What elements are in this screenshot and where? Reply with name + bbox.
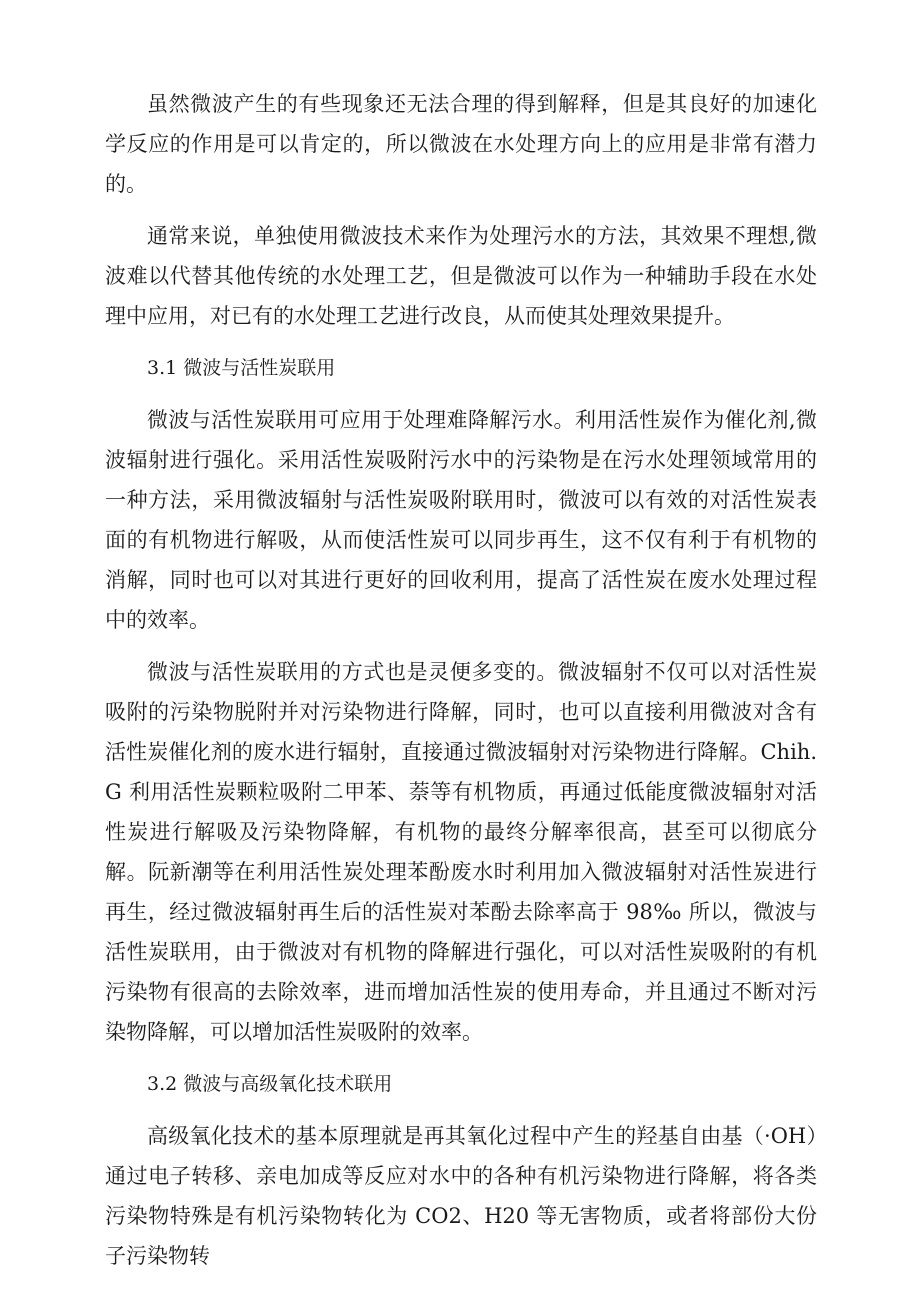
section-heading-3-2: 3.2 微波与高级氧化技术联用 — [147, 1073, 393, 1095]
paragraph-5: 高级氧化技术的基本原理就是再其氧化过程中产生的羟基自由基（·OH）通过电子转移、亲电加成等反应对水中的各种有机污染物进行降解，将各类污染物特殊是有机污染物转化为 CO2、H20 等无害物质，或者将部份大份子污染物转 — [105, 1124, 817, 1268]
paragraph-2: 通常来说，单独使用微波技术来作为处理污水的方法，其效果不理想,微波难以代替其他传统的水处理工艺，但是微波可以作为一种辅助手段在水处理中应用，对已有的水处理工艺进行改良，从而使其处理效果提升。 — [105, 224, 817, 328]
paragraph-1: 虽然微波产生的有些现象还无法合理的得到解释，但是其良好的加速化学反应的作用是可以肯定的，所以微波在水处理方向上的应用是非常有潜力的。 — [105, 92, 817, 196]
paragraph-4: 微波与活性炭联用的方式也是灵便多变的。微波辐射不仅可以对活性炭吸附的污染物脱附并对污染物进行降解，同时，也可以直接利用微波对含有活性炭催化剂的废水进行辐射，直接通过微波辐射对污染物进行降解。Chih.G 利用活性炭颗粒吸附二甲苯、萘等有机物质，再通过低能度微波辐射对活性炭进行解吸及污染物降解，有机物的最终分解率很高，甚至可以彻底分解。阮新潮等在利用活性炭处理苯酚废水时利用加入微波辐射对活性炭进行再生，经过微波辐射再生后的活性炭对苯酚去除率高于 98‰ 所以，微波与活性炭联用，由于微波对有机物的降解进行强化，可以对活性炭吸附的有机污染物有很高的去除效率，进而增加活性炭的使用寿命，并且通过不断对污染物降解，可以增加活性炭吸附的效率。 — [105, 660, 817, 1044]
paragraph-3: 微波与活性炭联用可应用于处理难降解污水。利用活性炭作为催化剂,微波辐射进行强化。采用活性炭吸附污水中的污染物是在污水处理领域常用的一种方法，采用微波辐射与活性炭吸附联用时，微波可以有效的对活性炭表面的有机物进行解吸，从而使活性炭可以同步再生，这不仅有利于有机物的消解，同时也可以对其进行更好的回收利用，提高了活性炭在废水处理过程中的效率。 — [105, 408, 817, 632]
document-page — [105, 84, 817, 1288]
section-heading-3-1: 3.1 微波与活性炭联用 — [147, 357, 336, 379]
